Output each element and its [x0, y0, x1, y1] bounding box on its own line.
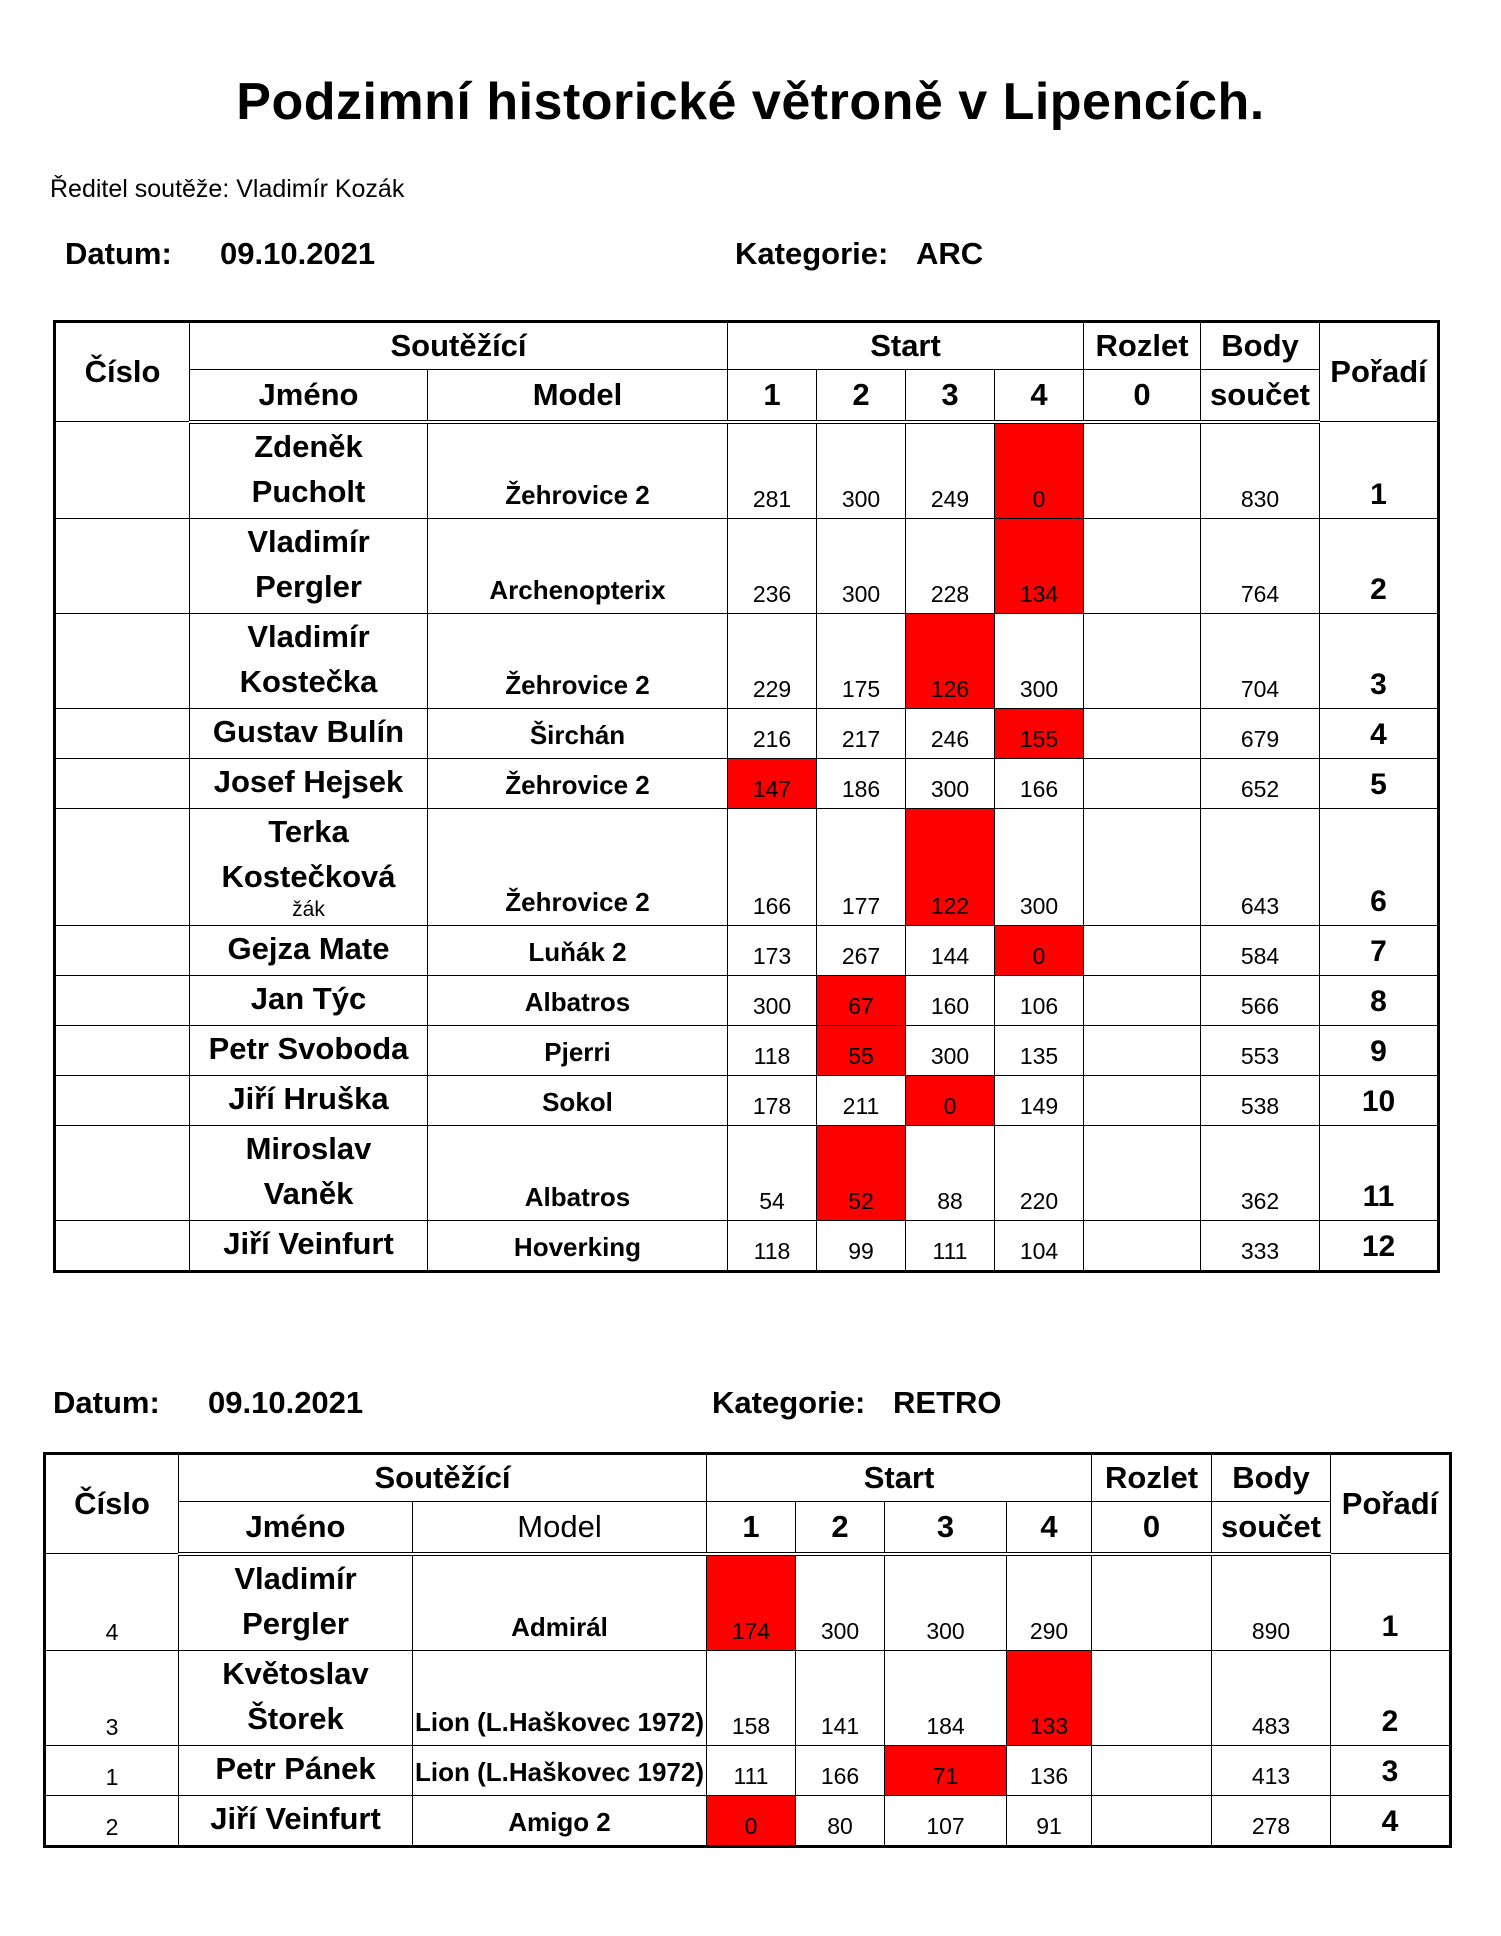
start-4-score: 134 — [995, 518, 1084, 613]
header-start-3: 3 — [885, 1502, 1007, 1554]
competitor-name-line: Pucholt — [251, 473, 366, 509]
page-title: Podzimní historické větroně v Lipencích. — [236, 73, 1265, 131]
competitor-name-line: Miroslav — [245, 1130, 372, 1166]
rank: 4 — [1331, 1795, 1451, 1846]
table-row — [55, 925, 1439, 975]
header-start-1: 1 — [728, 370, 817, 422]
header-soucet: součet — [1201, 370, 1320, 422]
competitor-name — [179, 1745, 413, 1795]
start-4-score: 290 — [1007, 1554, 1092, 1651]
start-2-score: 300 — [796, 1554, 885, 1651]
model-name: Lion (L.Haškovec 1972) — [413, 1745, 707, 1795]
datum-label: Datum: — [53, 1385, 160, 1420]
competitor-name — [179, 1554, 413, 1651]
header-model: Model — [428, 370, 728, 422]
header-rozlet-sub: 0 — [1084, 370, 1201, 422]
table-row — [55, 1075, 1439, 1125]
competitor-name — [190, 1220, 428, 1271]
competitor-number — [55, 518, 190, 613]
table-row — [55, 808, 1439, 925]
rozlet-score — [1092, 1745, 1212, 1795]
header-soutezici: Soutěžící — [179, 1454, 707, 1502]
rozlet-score — [1084, 758, 1201, 808]
start-3-score: 88 — [906, 1125, 995, 1220]
rozlet-score — [1084, 925, 1201, 975]
header-jmeno: Jméno — [179, 1502, 413, 1554]
results-table-retro — [43, 1452, 1452, 1848]
rank: 7 — [1320, 925, 1439, 975]
header-cislo: Číslo — [55, 322, 190, 422]
table-row — [55, 758, 1439, 808]
competitor-number — [55, 613, 190, 708]
table-row — [45, 1554, 1451, 1651]
competitor-note: žák — [292, 897, 325, 921]
competitor-name-line: Vladimír — [234, 1560, 357, 1596]
header-soucet: součet — [1212, 1502, 1331, 1554]
rozlet-score — [1084, 1125, 1201, 1220]
start-1-score: 300 — [728, 975, 817, 1025]
competitor-number — [55, 808, 190, 925]
start-3-score: 107 — [885, 1795, 1007, 1846]
competitor-name-line: Pergler — [242, 1605, 349, 1641]
competitor-name-line: Petr Pánek — [215, 1750, 376, 1786]
competitor-name-line: Vaněk — [263, 1175, 354, 1211]
competitor-name — [190, 518, 428, 613]
competitor-name-line: Kostečka — [239, 663, 378, 699]
start-4-score: 133 — [1007, 1650, 1092, 1745]
model-name: Amigo 2 — [413, 1795, 707, 1846]
model-name: Admirál — [413, 1554, 707, 1651]
competitor-number — [55, 422, 190, 519]
header-model: Model — [413, 1502, 707, 1554]
competitor-number: 1 — [45, 1745, 179, 1795]
competitor-name — [190, 708, 428, 758]
rozlet-score — [1084, 1075, 1201, 1125]
model-name: Žehrovice 2 — [428, 808, 728, 925]
start-3-score: 228 — [906, 518, 995, 613]
start-2-score: 267 — [817, 925, 906, 975]
body-total: 566 — [1201, 975, 1320, 1025]
header-jmeno: Jméno — [190, 370, 428, 422]
table-row — [55, 1025, 1439, 1075]
start-1-score: 111 — [707, 1745, 796, 1795]
start-1-score: 147 — [728, 758, 817, 808]
start-1-score: 236 — [728, 518, 817, 613]
model-name: Albatros — [428, 975, 728, 1025]
header-start: Start — [707, 1454, 1092, 1502]
start-1-score: 0 — [707, 1795, 796, 1846]
director-line: Ředitel soutěže: Vladimír Kozák — [50, 175, 405, 203]
body-total: 679 — [1201, 708, 1320, 758]
start-4-score: 300 — [995, 808, 1084, 925]
start-3-score: 160 — [906, 975, 995, 1025]
competitor-name — [190, 613, 428, 708]
model-name: Luňák 2 — [428, 925, 728, 975]
competitor-name — [190, 925, 428, 975]
start-1-score: 54 — [728, 1125, 817, 1220]
model-name: Žehrovice 2 — [428, 422, 728, 519]
start-2-score: 175 — [817, 613, 906, 708]
kategorie-value: RETRO — [893, 1385, 1002, 1420]
competitor-name — [190, 1125, 428, 1220]
rank: 2 — [1320, 518, 1439, 613]
header-body: Body — [1201, 322, 1320, 370]
body-total: 538 — [1201, 1075, 1320, 1125]
body-total: 643 — [1201, 808, 1320, 925]
rozlet-score — [1084, 975, 1201, 1025]
model-name: Pjerri — [428, 1025, 728, 1075]
kategorie-label: Kategorie: — [735, 236, 889, 271]
rozlet-score — [1092, 1795, 1212, 1846]
start-4-score: 136 — [1007, 1745, 1092, 1795]
model-name: Hoverking — [428, 1220, 728, 1271]
start-4-score: 166 — [995, 758, 1084, 808]
header-start-2: 2 — [817, 370, 906, 422]
competitor-name — [179, 1795, 413, 1846]
header-poradi: Pořadí — [1331, 1454, 1451, 1554]
competitor-name-line: Květoslav — [222, 1655, 369, 1691]
start-3-score: 184 — [885, 1650, 1007, 1745]
table-row — [55, 708, 1439, 758]
header-body: Body — [1212, 1454, 1331, 1502]
start-1-score: 174 — [707, 1554, 796, 1651]
start-1-score: 166 — [728, 808, 817, 925]
model-name: Žehrovice 2 — [428, 613, 728, 708]
body-total: 333 — [1201, 1220, 1320, 1271]
rank: 9 — [1320, 1025, 1439, 1075]
header-poradi: Pořadí — [1320, 322, 1439, 422]
rank: 8 — [1320, 975, 1439, 1025]
header-soutezici: Soutěžící — [190, 322, 728, 370]
table-row — [55, 422, 1439, 519]
body-total: 652 — [1201, 758, 1320, 808]
start-2-score: 67 — [817, 975, 906, 1025]
model-name: Žehrovice 2 — [428, 758, 728, 808]
competitor-name — [190, 422, 428, 519]
competitor-name — [190, 808, 428, 925]
start-3-score: 300 — [885, 1554, 1007, 1651]
rozlet-score — [1084, 1220, 1201, 1271]
start-3-score: 249 — [906, 422, 995, 519]
body-total: 483 — [1212, 1650, 1331, 1745]
start-4-score: 0 — [995, 422, 1084, 519]
kategorie-value: ARC — [916, 236, 984, 271]
header-start-1: 1 — [707, 1502, 796, 1554]
rank: 4 — [1320, 708, 1439, 758]
rozlet-score — [1084, 708, 1201, 758]
body-total: 764 — [1201, 518, 1320, 613]
start-2-score: 186 — [817, 758, 906, 808]
competitor-number — [55, 708, 190, 758]
body-total: 278 — [1212, 1795, 1331, 1846]
model-name: Albatros — [428, 1125, 728, 1220]
table-row — [55, 975, 1439, 1025]
start-4-score: 149 — [995, 1075, 1084, 1125]
model-name: Sokol — [428, 1075, 728, 1125]
competitor-name-line: Zdeněk — [254, 428, 363, 464]
start-4-score: 300 — [995, 613, 1084, 708]
start-1-score: 229 — [728, 613, 817, 708]
start-2-score: 217 — [817, 708, 906, 758]
rank: 11 — [1320, 1125, 1439, 1220]
start-4-score: 104 — [995, 1220, 1084, 1271]
rozlet-score — [1092, 1650, 1212, 1745]
start-3-score: 246 — [906, 708, 995, 758]
start-3-score: 300 — [906, 758, 995, 808]
kategorie-label: Kategorie: — [712, 1385, 866, 1420]
competitor-name-line: Petr Svoboda — [208, 1030, 409, 1066]
competitor-name-line: Josef Hejsek — [213, 763, 404, 799]
rozlet-score — [1092, 1554, 1212, 1651]
model-name: Archenopterix — [428, 518, 728, 613]
start-3-score: 111 — [906, 1220, 995, 1271]
body-total: 584 — [1201, 925, 1320, 975]
start-1-score: 158 — [707, 1650, 796, 1745]
competitor-name-line: Jan Týc — [250, 980, 367, 1016]
rozlet-score — [1084, 1025, 1201, 1075]
start-1-score: 118 — [728, 1220, 817, 1271]
start-2-score: 211 — [817, 1075, 906, 1125]
start-4-score: 135 — [995, 1025, 1084, 1075]
rank: 1 — [1320, 422, 1439, 519]
competitor-name-line: Štorek — [247, 1700, 344, 1736]
rank: 1 — [1331, 1554, 1451, 1651]
competitor-name-line: Jiří Hruška — [228, 1080, 389, 1116]
start-2-score: 300 — [817, 422, 906, 519]
competitor-number — [55, 758, 190, 808]
competitor-name — [190, 975, 428, 1025]
start-4-score: 106 — [995, 975, 1084, 1025]
competitor-name — [190, 758, 428, 808]
rozlet-score — [1084, 613, 1201, 708]
start-4-score: 91 — [1007, 1795, 1092, 1846]
datum-value: 09.10.2021 — [220, 236, 376, 271]
competitor-name — [190, 1025, 428, 1075]
header-cislo: Číslo — [45, 1454, 179, 1554]
rozlet-score — [1084, 808, 1201, 925]
start-3-score: 71 — [885, 1745, 1007, 1795]
table-row — [55, 1125, 1439, 1220]
body-total: 890 — [1212, 1554, 1331, 1651]
start-2-score: 141 — [796, 1650, 885, 1745]
results-table-arc — [53, 320, 1440, 1273]
rank: 12 — [1320, 1220, 1439, 1271]
start-2-score: 99 — [817, 1220, 906, 1271]
header-rozlet: Rozlet — [1084, 322, 1201, 370]
start-4-score: 155 — [995, 708, 1084, 758]
start-2-score: 80 — [796, 1795, 885, 1846]
header-rozlet: Rozlet — [1092, 1454, 1212, 1502]
competitor-number: 2 — [45, 1795, 179, 1846]
rozlet-score — [1084, 422, 1201, 519]
competitor-number — [55, 1125, 190, 1220]
start-3-score: 144 — [906, 925, 995, 975]
start-2-score: 52 — [817, 1125, 906, 1220]
competitor-number — [55, 1220, 190, 1271]
model-name: Širchán — [428, 708, 728, 758]
body-total: 413 — [1212, 1745, 1331, 1795]
start-4-score: 220 — [995, 1125, 1084, 1220]
competitor-name-line: Gejza Mate — [227, 930, 390, 966]
start-3-score: 126 — [906, 613, 995, 708]
header-start: Start — [728, 322, 1084, 370]
start-1-score: 281 — [728, 422, 817, 519]
start-4-score: 0 — [995, 925, 1084, 975]
body-total: 553 — [1201, 1025, 1320, 1075]
rank: 2 — [1331, 1650, 1451, 1745]
start-1-score: 173 — [728, 925, 817, 975]
start-3-score: 122 — [906, 808, 995, 925]
competitor-name-line: Terka — [268, 813, 349, 849]
table-row — [45, 1650, 1451, 1745]
table-row — [55, 518, 1439, 613]
competitor-number — [55, 1075, 190, 1125]
competitor-name-line: Gustav Bulín — [212, 713, 405, 749]
rozlet-score — [1084, 518, 1201, 613]
competitor-number: 3 — [45, 1650, 179, 1745]
competitor-name-line: Vladimír — [247, 618, 370, 654]
rank: 3 — [1320, 613, 1439, 708]
start-2-score: 55 — [817, 1025, 906, 1075]
header-rozlet-sub: 0 — [1092, 1502, 1212, 1554]
competitor-name-line: Jiří Veinfurt — [210, 1800, 381, 1836]
competitor-name — [179, 1650, 413, 1745]
start-1-score: 216 — [728, 708, 817, 758]
start-2-score: 166 — [796, 1745, 885, 1795]
competitor-number: 4 — [45, 1554, 179, 1651]
start-2-score: 300 — [817, 518, 906, 613]
competitor-name-line: Jiří Veinfurt — [223, 1225, 394, 1261]
start-1-score: 118 — [728, 1025, 817, 1075]
table-row — [45, 1795, 1451, 1846]
table-row — [55, 613, 1439, 708]
header-start-3: 3 — [906, 370, 995, 422]
body-total: 830 — [1201, 422, 1320, 519]
table-row — [45, 1745, 1451, 1795]
model-name: Lion (L.Haškovec 1972) — [413, 1650, 707, 1745]
table-row — [55, 1220, 1439, 1271]
datum-value: 09.10.2021 — [208, 1385, 364, 1420]
rank: 10 — [1320, 1075, 1439, 1125]
start-2-score: 177 — [817, 808, 906, 925]
competitor-number — [55, 925, 190, 975]
competitor-number — [55, 1025, 190, 1075]
rank: 6 — [1320, 808, 1439, 925]
start-3-score: 0 — [906, 1075, 995, 1125]
header-start-4: 4 — [1007, 1502, 1092, 1554]
competitor-name-line: Vladimír — [247, 523, 370, 559]
header-start-2: 2 — [796, 1502, 885, 1554]
datum-label: Datum: — [65, 236, 172, 271]
competitor-name-line: Pergler — [255, 568, 362, 604]
start-3-score: 300 — [906, 1025, 995, 1075]
header-start-4: 4 — [995, 370, 1084, 422]
start-1-score: 178 — [728, 1075, 817, 1125]
body-total: 704 — [1201, 613, 1320, 708]
rank: 3 — [1331, 1745, 1451, 1795]
competitor-name — [190, 1075, 428, 1125]
rank: 5 — [1320, 758, 1439, 808]
competitor-name-line: Kostečková — [221, 858, 396, 894]
body-total: 362 — [1201, 1125, 1320, 1220]
competitor-number — [55, 975, 190, 1025]
